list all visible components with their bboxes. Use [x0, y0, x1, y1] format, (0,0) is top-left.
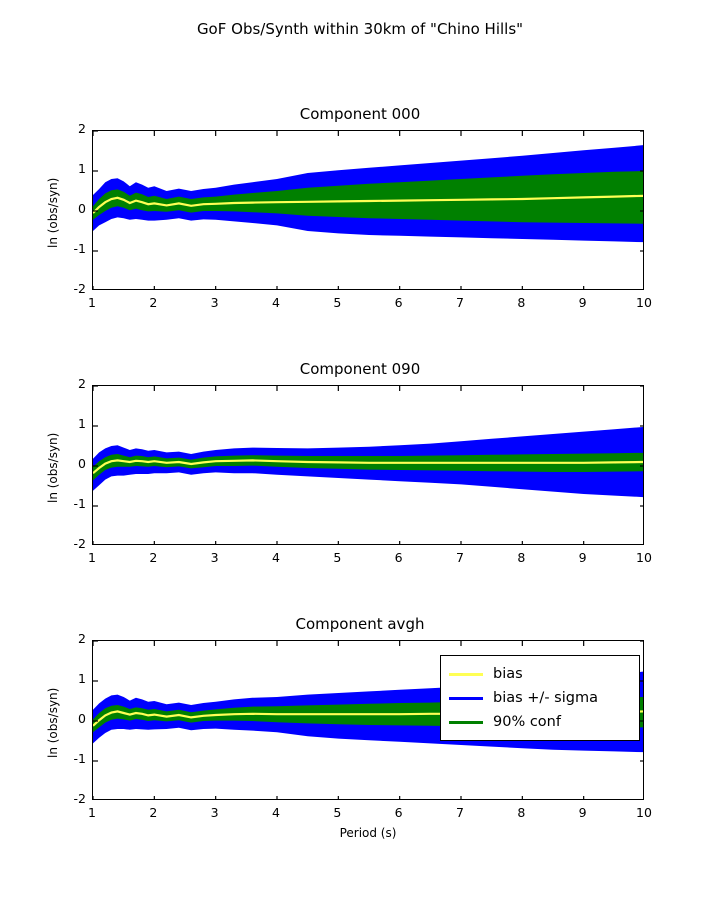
legend-label-sigma: bias +/- sigma: [493, 690, 598, 706]
chart-legend: [440, 655, 640, 741]
xtick-label: 2: [149, 550, 158, 565]
xtick-label: 7: [456, 550, 464, 565]
ytick-label: 0: [78, 201, 86, 216]
xtick-label: 3: [210, 550, 219, 565]
plot-area-1: [92, 385, 644, 545]
xtick-label: 8: [517, 295, 526, 310]
xtick-label: 5: [333, 805, 342, 820]
ytick-label: -2: [73, 791, 86, 806]
legend-swatch-conf: [449, 721, 483, 724]
ytick-label: 1: [78, 671, 86, 686]
figure-suptitle: GoF Obs/Synth within 30km of "Chino Hills": [196, 20, 524, 38]
xtick-label: 5: [333, 295, 342, 310]
ytick-label: 1: [78, 416, 86, 431]
legend-swatch-bias: [449, 673, 483, 676]
legend-label-conf: 90% conf: [493, 714, 561, 730]
xtick-label: 10: [636, 550, 652, 565]
panel-title-avgh: Component avgh: [295, 615, 425, 633]
xtick-label: 2: [149, 295, 158, 310]
legend-swatch-sigma: [449, 697, 483, 700]
y-axis-label: ln (obs/syn): [46, 687, 60, 758]
xtick-label: 3: [210, 295, 219, 310]
xtick-label: 10: [636, 805, 652, 820]
ytick-label: -2: [73, 536, 86, 551]
legend-label-bias: bias: [493, 666, 523, 682]
xtick-label: 4: [272, 550, 280, 565]
ytick-label: -1: [73, 241, 86, 256]
ytick-label: 2: [78, 631, 86, 646]
xtick-label: 6: [394, 805, 403, 820]
y-axis-label: ln (obs/syn): [46, 432, 60, 503]
xtick-label: 9: [578, 295, 587, 310]
xtick-label: 1: [88, 295, 96, 310]
xtick-label: 6: [394, 550, 403, 565]
xtick-label: 3: [210, 805, 219, 820]
xtick-label: 8: [517, 550, 526, 565]
xtick-label: 7: [456, 295, 464, 310]
legend-item-conf: [449, 710, 629, 734]
x-axis-label: Period (s): [339, 826, 397, 840]
ytick-label: 0: [78, 456, 86, 471]
xtick-label: 2: [149, 805, 158, 820]
plot-curves-1: [93, 386, 644, 545]
legend-item-sigma: [449, 686, 629, 710]
ytick-label: -1: [73, 751, 86, 766]
ytick-label: 2: [78, 121, 86, 136]
xtick-label: 10: [636, 295, 652, 310]
xtick-label: 9: [578, 805, 587, 820]
panel-title-000: Component 000: [299, 105, 421, 123]
xtick-label: 4: [272, 805, 280, 820]
plot-area-0: [92, 130, 644, 290]
plot-curves-0: [93, 131, 644, 290]
xtick-label: 1: [88, 550, 96, 565]
ytick-label: 1: [78, 161, 86, 176]
ytick-label: -2: [73, 281, 86, 296]
xtick-label: 5: [333, 550, 342, 565]
y-axis-label: ln (obs/syn): [46, 177, 60, 248]
ytick-label: -1: [73, 496, 86, 511]
legend-item-bias: [449, 662, 629, 686]
xtick-label: 1: [88, 805, 96, 820]
xtick-label: 8: [517, 805, 526, 820]
panel-title-090: Component 090: [299, 360, 421, 378]
xtick-label: 7: [456, 805, 464, 820]
xtick-label: 6: [394, 295, 403, 310]
xtick-label: 4: [272, 295, 280, 310]
ytick-label: 2: [78, 376, 86, 391]
xtick-label: 9: [578, 550, 587, 565]
ytick-label: 0: [78, 711, 86, 726]
